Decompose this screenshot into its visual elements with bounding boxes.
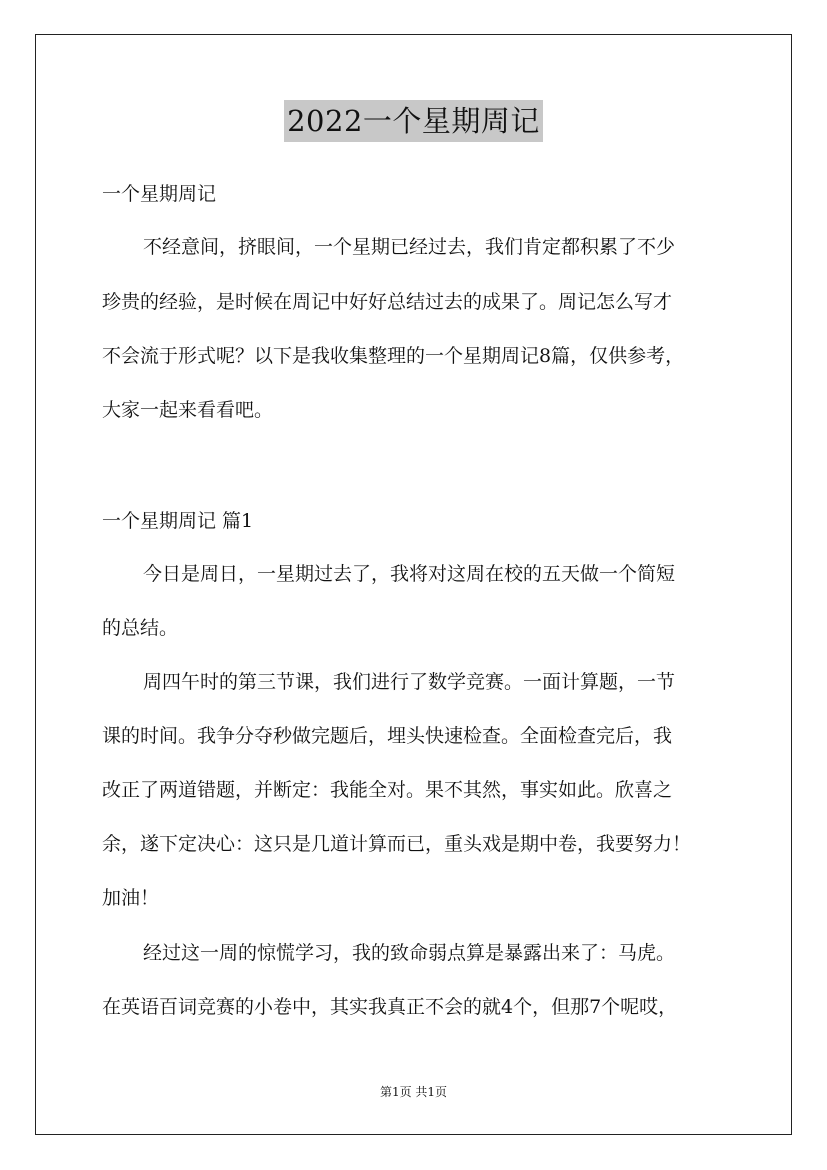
intro-line: 大家一起来看看吧。: [102, 399, 274, 421]
page-number-footer: 第1页 共1页: [379, 1085, 448, 1099]
paragraph-line: 的总结。: [102, 617, 179, 639]
document-title: 2022一个星期周记: [284, 100, 543, 142]
paragraph-line: 加油！: [102, 887, 160, 909]
title-container: [0, 100, 827, 142]
paragraph-line: 余，遂下定决心：这只是几道计算而已，重头戏是期中卷，我要努力！: [102, 833, 692, 855]
paragraph-line: 改正了两道错题，并断定：我能全对。果不其然，事实如此。欣喜之: [102, 779, 673, 801]
paragraph-line: 周四午时的第三节课，我们进行了数学竞赛。一面计算题，一节: [143, 671, 676, 693]
paragraph-line: 经过这一周的惊慌学习，我的致命弱点算是暴露出来了：马虎。: [143, 942, 676, 964]
document-heading: 一个星期周记: [102, 183, 217, 205]
intro-line: 珍贵的经验，是时候在周记中好好总结过去的成果了。周记怎么写才: [102, 291, 673, 313]
paragraph-line: 在英语百词竞赛的小卷中，其实我真正不会的就4个，但那7个呢哎，: [102, 996, 678, 1018]
intro-line: 不经意间，挤眼间，一个星期已经过去，我们肯定都积累了不少: [143, 236, 676, 258]
paragraph-line: 课的时间。我争分夺秒做完题后，埋头快速检查。全面检查完后，我: [102, 725, 673, 747]
paragraph-line: 今日是周日，一星期过去了，我将对这周在校的五天做一个简短: [143, 563, 676, 585]
intro-line: 不会流于形式呢？以下是我收集整理的一个星期周记8篇，仅供参考，: [102, 345, 685, 367]
section-heading: 一个星期周记 篇1: [102, 510, 254, 532]
